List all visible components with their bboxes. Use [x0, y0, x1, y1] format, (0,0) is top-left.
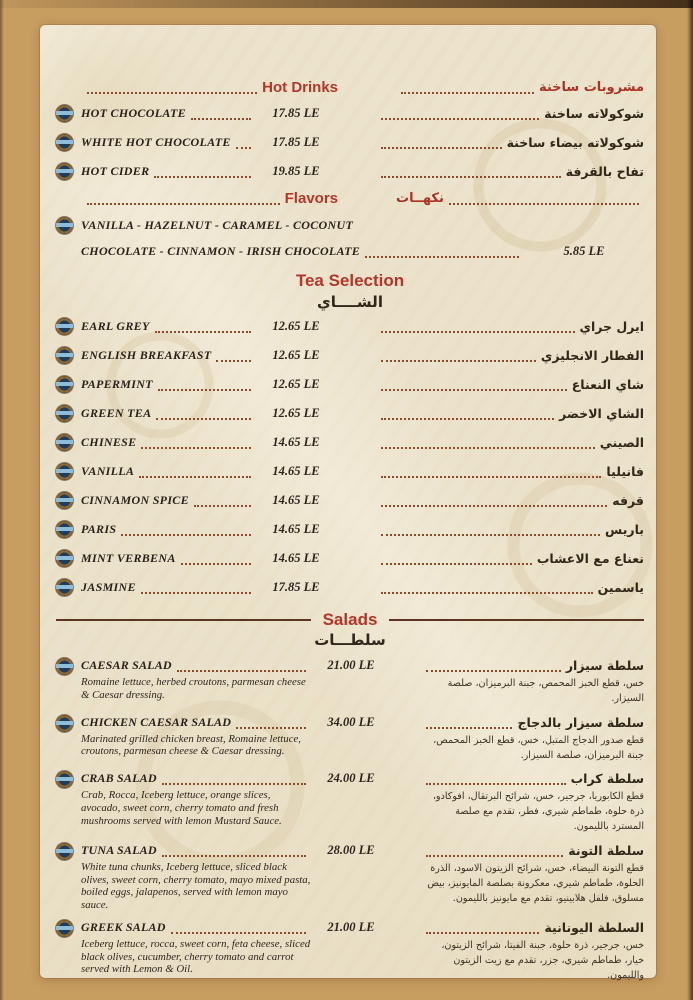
photo-edge-right: [687, 0, 693, 1000]
dotted-leader: [381, 494, 607, 507]
item-price: 17.85 LE: [272, 135, 320, 149]
section-title-tea: Tea Selection: [295, 271, 405, 290]
item-price: 14.65 LE: [272, 435, 320, 449]
item-name-en: MINT VERBENA: [81, 551, 176, 565]
item-name-ar: السلطة اليونانية: [544, 919, 644, 935]
dotted-leader: [426, 716, 512, 729]
dotted-leader: [381, 378, 567, 391]
item-name-en: CINNAMON SPICE: [81, 493, 189, 507]
item-name-ar: ايرل جراي: [579, 319, 644, 334]
item-description-en: Marinated grilled chicken breast, Romaine lettuce, croutons, parmesan cheese & Caesar dressing.: [81, 732, 301, 758]
dotted-leader: [381, 436, 595, 449]
dotted-leader: [381, 523, 600, 536]
divider-rule: [389, 619, 644, 621]
menu-item-row: [56, 128, 644, 157]
salad-item-row: [56, 714, 644, 764]
item-name-en: PAPERMINT: [81, 377, 153, 391]
salad-item-row: [56, 919, 644, 984]
menu-item-row: [56, 515, 644, 544]
menu-item-row: [56, 312, 644, 341]
item-description-en: Romaine lettuce, herbed croutons, parmesan cheese & Caesar dressing.: [81, 676, 306, 701]
menu-item-row: [56, 370, 644, 399]
item-description-en: Iceberg lettuce, rocca, sweet corn, feta cheese, sliced black olives, cucumber, cherry tomato and carrot served with Lemon & Oil.: [81, 937, 311, 976]
item-price: 34.00 LE: [327, 714, 375, 729]
item-name-ar: سلطة كراب: [570, 771, 644, 787]
menu-item-row: [56, 341, 644, 370]
item-name-en: TUNA SALAD: [81, 843, 157, 858]
item-price: 17.85 LE: [272, 106, 320, 120]
medallion-bullet-icon: [56, 715, 73, 732]
medallion-bullet-icon: [56, 163, 73, 180]
menu-item-row: [56, 544, 644, 573]
item-price: 14.65 LE: [272, 464, 320, 478]
dotted-leader: [87, 192, 280, 205]
item-price: 12.65 LE: [272, 348, 320, 362]
section-title-salads-arabic: سلطـــات: [314, 631, 386, 649]
tea-section-header: [56, 270, 644, 312]
dotted-leader: [365, 245, 519, 258]
medallion-bullet-icon: [56, 347, 73, 364]
item-name-en: VANILLA: [81, 464, 135, 478]
flavors-list-line2: [56, 238, 644, 264]
item-name-en: EARL GREY: [81, 319, 150, 333]
item-price: 12.65 LE: [272, 406, 320, 420]
dotted-leader: [381, 465, 601, 478]
menu-item-row: [56, 457, 644, 486]
flavors-text: CHOCOLATE - CINNAMON - IRISH CHOCOLATE: [81, 243, 361, 258]
medallion-bullet-icon: [56, 843, 73, 860]
medallion-bullet-icon: [56, 318, 73, 335]
dotted-leader: [236, 136, 251, 149]
section-title-hot-drinks-arabic: مشروبات ساخنة: [538, 79, 644, 95]
item-price: 28.00 LE: [327, 843, 375, 858]
section-title-salads: Salads: [322, 610, 378, 629]
dotted-leader: [401, 81, 534, 94]
menu-item-row: [56, 573, 644, 602]
item-description-en: Crab, Rocca, Iceberg lettuce, orange slices, avocado, sweet corn, cherry tomato and fresh mushrooms served with lemon Mustard Sauce.: [81, 789, 282, 827]
hot-drinks-header-en: [82, 79, 338, 96]
dotted-leader: [381, 407, 554, 420]
flavors-header: [56, 186, 644, 210]
salad-item-row: [56, 842, 644, 912]
medallion-bullet-icon: [56, 463, 73, 480]
item-name-ar: ياسمين: [597, 580, 644, 595]
item-name-en: CHINESE: [81, 435, 137, 449]
item-price: 14.65 LE: [272, 493, 320, 507]
dotted-leader: [194, 494, 251, 507]
flavors-header-ar: [396, 191, 644, 206]
medallion-bullet-icon: [56, 105, 73, 122]
dotted-leader: [181, 552, 251, 565]
item-price: 12.65 LE: [272, 319, 320, 333]
item-name-ar: شوكولاته ساخنة: [544, 106, 644, 121]
item-name-ar: باريس: [605, 522, 644, 537]
item-name-ar: سلطة سيزار: [565, 658, 644, 673]
dotted-leader: [381, 581, 593, 594]
divider-rule: [56, 619, 311, 621]
item-name-en: WHITE HOT CHOCOLATE: [81, 135, 231, 149]
medallion-bullet-icon: [56, 658, 73, 675]
dotted-leader: [155, 320, 251, 333]
dotted-leader: [162, 772, 306, 785]
item-price: 12.65 LE: [272, 377, 320, 391]
menu-item-row: [56, 486, 644, 515]
dotted-leader: [449, 192, 639, 205]
item-name-ar: شاي النعناع: [571, 377, 644, 392]
medallion-bullet-icon: [56, 492, 73, 509]
dotted-leader: [236, 716, 306, 729]
item-name-en: JASMINE: [81, 580, 136, 594]
medallion-bullet-icon: [56, 920, 73, 937]
dotted-leader: [381, 552, 532, 565]
item-description-en: White tuna chunks, Iceberg lettuce, sliced black olives, sweet corn, cherry tomato, mayo mixed pasta, boiled eggs, jalapenos, served with lemon mayo sauce.: [81, 861, 311, 912]
hot-drinks-header: [56, 75, 644, 99]
item-price: 21.00 LE: [327, 919, 375, 934]
item-price: 14.65 LE: [272, 522, 320, 536]
dotted-leader: [156, 407, 251, 420]
item-name-en: PARIS: [81, 522, 117, 536]
medallion-bullet-icon: [56, 217, 73, 234]
dotted-leader: [381, 107, 539, 120]
section-title-flavors: Flavors: [284, 189, 338, 207]
dotted-leader: [177, 659, 306, 672]
dotted-leader: [162, 844, 306, 857]
item-name-ar: فانيليا: [606, 464, 644, 479]
item-price: 24.00 LE: [327, 771, 375, 786]
salad-item-row: [56, 657, 644, 707]
medallion-bullet-icon: [56, 550, 73, 567]
item-price: 21.00 LE: [327, 658, 375, 672]
dotted-leader: [381, 349, 536, 362]
item-description-ar: قطع التونة البيضاء، خس، شرائح الزيتون الاسود، الذرة الحلوة، طماطم شيري، معكرونة بصلصة المايونيز، بيض مسلوق، فلفل هلابينيو، تقدم مع مايونيز بالليمون.: [427, 863, 644, 904]
section-title-flavors-arabic: نكهــات: [396, 190, 444, 206]
item-price: 14.65 LE: [272, 551, 320, 565]
flavors-header-en: [82, 190, 338, 207]
photo-edge-left: [0, 0, 4, 1000]
section-title-tea-arabic: الشــــاي: [317, 293, 383, 311]
item-price: 19.85 LE: [272, 164, 320, 178]
flavors-text: VANILLA - HAZELNUT - CARAMEL - COCONUT: [81, 217, 354, 232]
menu-paper: [40, 25, 656, 981]
dotted-leader: [426, 921, 539, 934]
dotted-leader: [381, 136, 502, 149]
item-name-en: GREEN TEA: [81, 406, 152, 420]
dotted-leader: [426, 659, 561, 672]
dotted-leader: [141, 436, 251, 449]
item-name-en: GREEK SALAD: [81, 919, 166, 934]
item-name-en: ENGLISH BREAKFAST: [81, 348, 212, 362]
dotted-leader: [171, 921, 306, 934]
medallion-bullet-icon: [56, 405, 73, 422]
item-name-ar: سلطة سيزار بالدجاج: [517, 714, 644, 730]
medallion-bullet-icon: [56, 521, 73, 538]
dotted-leader: [139, 465, 251, 478]
section-title-hot-drinks: Hot Drinks: [262, 78, 338, 96]
item-name-ar: نعناع مع الاعشاب: [536, 551, 644, 566]
dotted-leader: [121, 523, 251, 536]
dotted-leader: [87, 81, 257, 94]
flavors-list-line1: [56, 212, 644, 238]
item-name-ar: الشاي الاخضر: [559, 406, 644, 421]
dotted-leader: [426, 772, 566, 785]
item-price: 17.85 LE: [272, 580, 320, 594]
dotted-leader: [426, 844, 563, 857]
salad-item-row: [56, 770, 644, 835]
item-name-ar: الفطار الانجليزي: [540, 348, 644, 363]
dotted-leader: [141, 581, 251, 594]
menu-item-row: [56, 157, 644, 186]
item-name-ar: شوكولاته بيضاء ساخنة: [506, 135, 644, 150]
item-description-ar: خس، جرجير، ذرة حلوة، جبنة الفيتا، شرائح الزيتون، خيار، طماطم شيري، جزر، تقدم مع زيت الزيتون والليمون.: [441, 939, 644, 981]
item-name-ar: سلطة التونة: [568, 843, 644, 859]
hot-drinks-header-ar: [396, 80, 644, 95]
dotted-leader: [381, 165, 561, 178]
item-name-ar: الصيني: [599, 435, 644, 450]
medallion-bullet-icon: [56, 771, 73, 788]
item-name-ar: قرفه: [612, 493, 644, 508]
item-name-en: HOT CIDER: [81, 164, 150, 178]
flavors-price: 5.85 LE: [563, 243, 605, 258]
medallion-bullet-icon: [56, 134, 73, 151]
photo-edge-top: [0, 0, 693, 8]
medallion-bullet-icon: [56, 376, 73, 393]
item-description-ar: قطع الكابوريا، جرجير، خس، شرائح البرتقال، افوكادو، ذرة حلوة، طماطم شيري، فطر، تقدم مع صلصة المسترد بالليمون.: [432, 791, 644, 833]
item-name-en: CHICKEN CAESAR SALAD: [81, 714, 232, 729]
item-name-ar: تفاح بالقرفة: [565, 164, 644, 179]
item-description-ar: خس، قطع الخبز المحمص، جبنة البرميزان، صلصة السيزار.: [447, 678, 644, 704]
item-name-en: CRAB SALAD: [81, 771, 157, 786]
dotted-leader: [381, 320, 575, 333]
menu-item-row: [56, 428, 644, 457]
menu-item-row: [56, 99, 644, 128]
dotted-leader: [191, 107, 251, 120]
dotted-leader: [158, 378, 251, 391]
dotted-leader: [154, 165, 251, 178]
medallion-bullet-icon: [56, 579, 73, 596]
dotted-leader: [216, 349, 251, 362]
item-description-ar: قطع صدور الدجاج المتبل، خس، قطع الخبز المحمص، جبنة البرميزان، صلصة السيزار.: [433, 734, 644, 761]
salads-section-header: [56, 610, 644, 630]
item-name-en: CAESAR SALAD: [81, 658, 172, 672]
medallion-bullet-icon: [56, 434, 73, 451]
menu-item-row: [56, 399, 644, 428]
item-name-en: HOT CHOCOLATE: [81, 106, 186, 120]
